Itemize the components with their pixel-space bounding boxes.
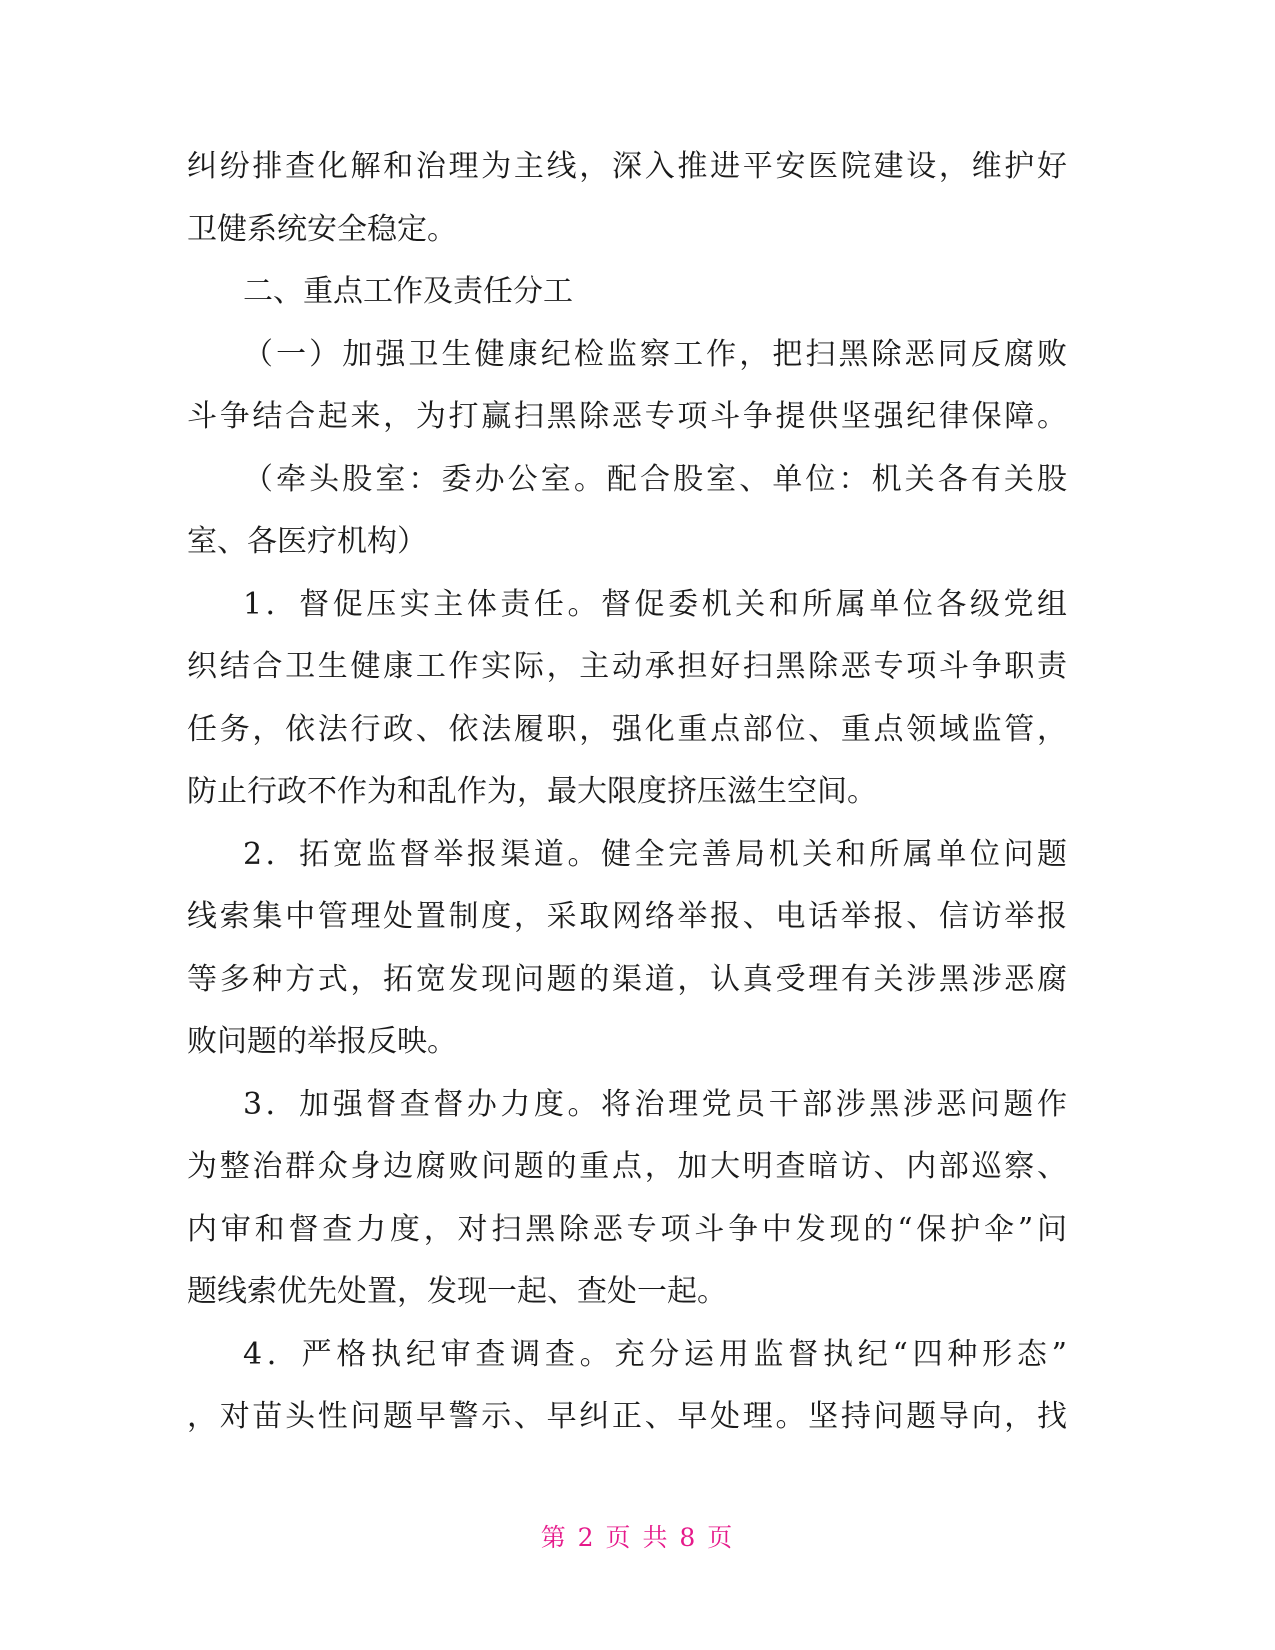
- item-2-line: 2．拓宽监督举报渠道。健全完善局机关和所属单位问题: [243, 836, 1067, 872]
- page-number-footer: 第 2 页 共 8 页: [540, 1523, 735, 1552]
- item-4-line: 4．严格执纪审查调查。充分运用监督执纪“四种形态”: [243, 1336, 1067, 1372]
- responsibility-note: （牵头股室：委办公室。配合股室、单位：机关各有关股: [243, 461, 1067, 497]
- item-1-line: 防止行政不作为和乱作为，最大限度挤压滋生空间。: [187, 774, 877, 809]
- section-heading: 二、重点工作及责任分工: [243, 274, 573, 309]
- item-2-line: 等多种方式，拓宽发现问题的渠道，认真受理有关涉黑涉恶腐: [187, 961, 1067, 997]
- item-1-line: 1．督促压实主体责任。督促委机关和所属单位各级党组: [243, 586, 1067, 622]
- paragraph-line: 纠纷排查化解和治理为主线，深入推进平安医院建设，维护好: [187, 149, 1067, 184]
- item-3-line: 题线索优先处置，发现一起、查处一起。: [187, 1274, 727, 1309]
- item-3-line: 内审和督查力度，对扫黑除恶专项斗争中发现的“保护伞”问: [187, 1211, 1067, 1247]
- item-2-line: 线索集中管理处置制度，采取网络举报、电话举报、信访举报: [187, 899, 1067, 934]
- item-2-line: 败问题的举报反映。: [187, 1024, 457, 1059]
- document-body: [187, 136, 1067, 1449]
- item-3-line: 3．加强督查督办力度。将治理党员干部涉黑涉恶问题作: [243, 1086, 1067, 1122]
- item-1-line: 任务，依法行政、依法履职，强化重点部位、重点领域监管，: [187, 711, 1067, 747]
- subsection-heading: （一）加强卫生健康纪检监察工作，把扫黑除恶同反腐败: [243, 336, 1067, 372]
- item-1-line: 织结合卫生健康工作实际，主动承担好扫黑除恶专项斗争职责: [187, 649, 1067, 684]
- item-3-line: 为整治群众身边腐败问题的重点，加大明查暗访、内部巡察、: [187, 1149, 1067, 1184]
- responsibility-note: 室、各医疗机构）: [187, 524, 427, 559]
- subsection-heading: 斗争结合起来，为打赢扫黑除恶专项斗争提供坚强纪律保障。: [187, 399, 1067, 434]
- paragraph-line: 卫健系统安全稳定。: [187, 211, 457, 247]
- item-4-line: ，对苗头性问题早警示、早纠正、早处理。坚持问题导向，找: [187, 1399, 1067, 1434]
